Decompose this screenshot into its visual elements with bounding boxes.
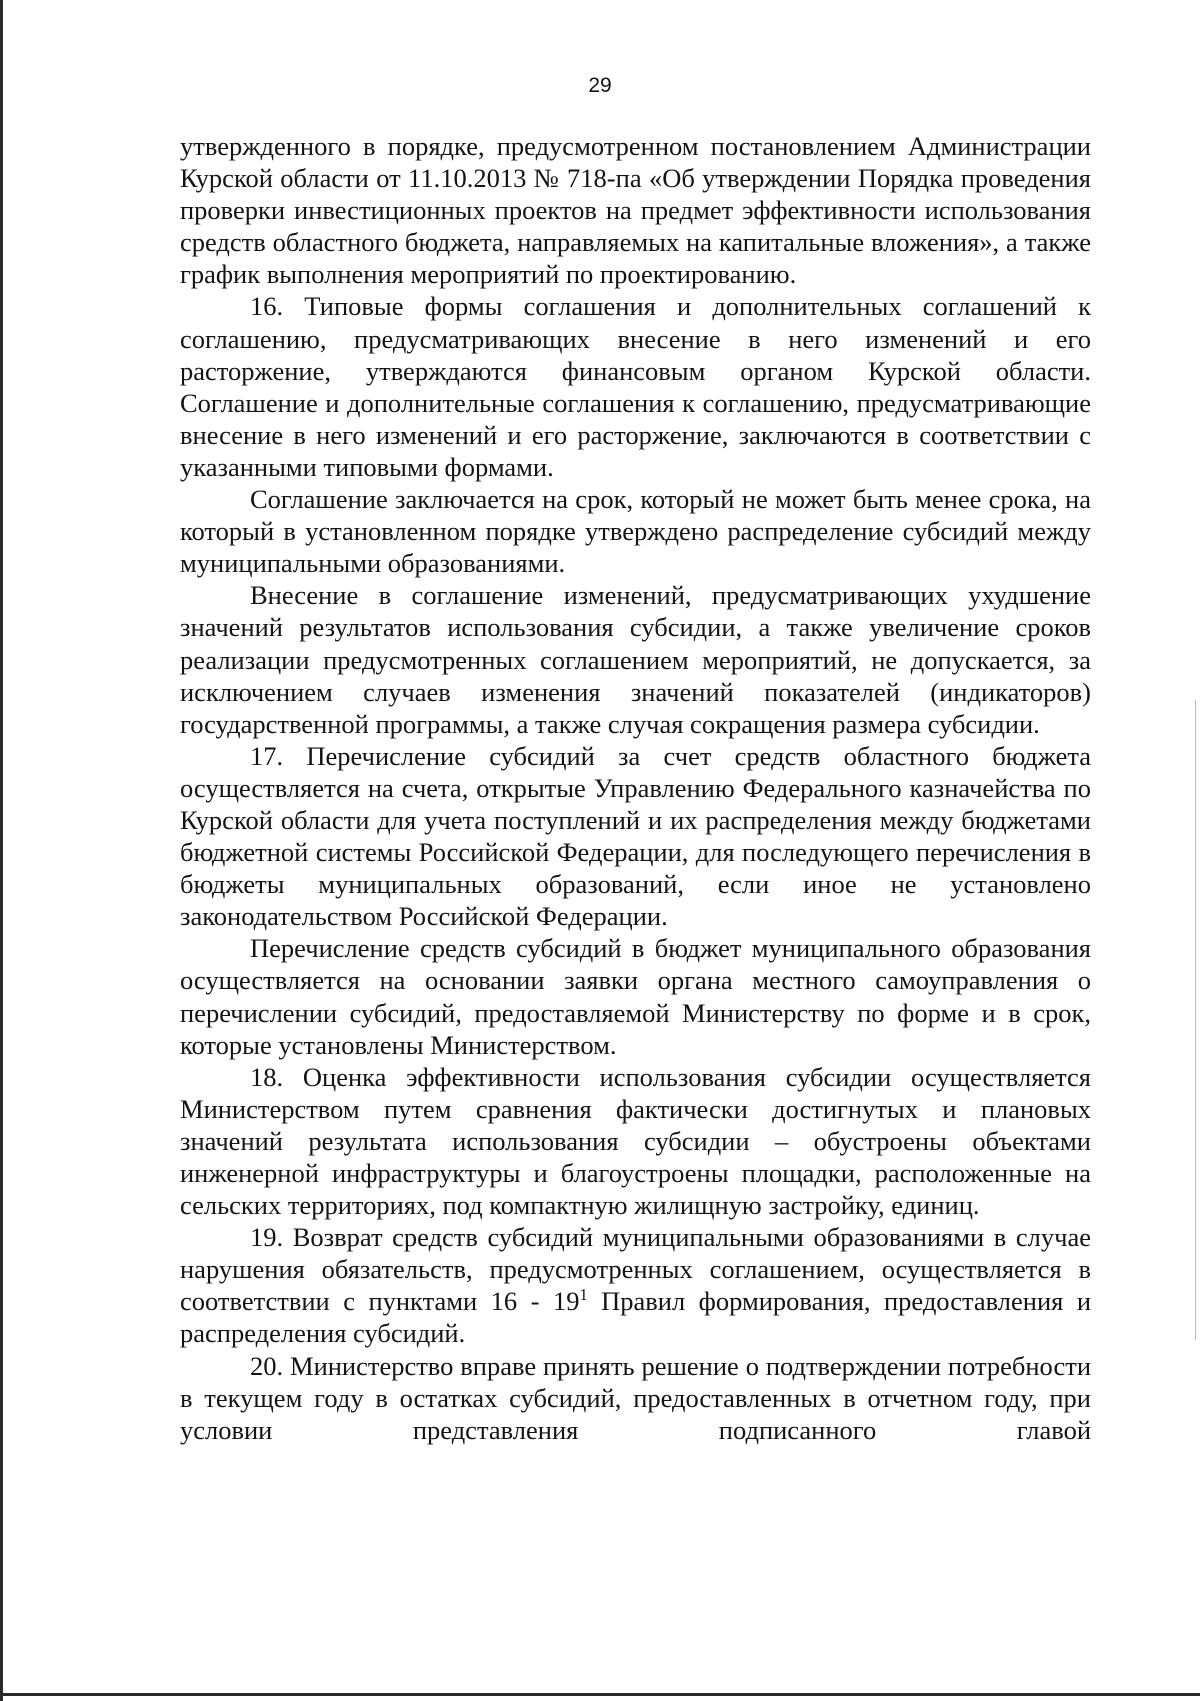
paragraph-item-20: 20. Министерство вправе принять решение о подтверждении потребности в текущем году в остатках субсидий, предоставленных в отчетном году, при условии представления подписанного главой: [180, 1350, 1091, 1445]
paragraph-item-19: [180, 1221, 1091, 1349]
paragraph-agreement-term: Соглашение заключается на срок, который не может быть менее срока, на который в установленном порядке утверждено распределение субсидий между муниципальными образованиями.: [180, 484, 1091, 579]
scan-bottom-edge: [0, 1693, 1200, 1696]
paragraph-agreement-changes: Внесение в соглашение изменений, предусматривающих ухудшение значений результатов использования субсидии, а также увеличение сроков реализации предусмотренных соглашением мероприятий, не допускается, за исключением случаев изменения значений показателей (индикаторов) государственной программы, а также случая сокращения размера субсидии.: [180, 580, 1091, 739]
paragraph-item-18: 18. Оценка эффективности использования субсидии осуществляется Министерством путем сравнения фактически достигнутых и плановых значений результата использования субсидии – обустроены объектами инженерной инфраструктуры и благоустроены площадки, расположенные на сельских территориях, под компактную жилищную застройку, единиц.: [180, 1061, 1091, 1221]
scan-right-edge: [1195, 700, 1196, 1340]
page-number: 29: [588, 74, 612, 97]
paragraph-item-19-text-before: 19. Возврат средств субсидий муниципальными образованиями в случае нарушения обязательств, предусмотренных соглашением, осуществляется в соответствии с пунктами 16 - 19: [180, 1222, 1091, 1317]
paragraph-item-17: 17. Перечисление субсидий за счет средств областного бюджета осуществляется на счета, открытые Управлению Федерального казначейства по Курской области для учета поступлений и их распределения между бюджетами бюджетной системы Российской Федерации, для последующего перечисления в бюджеты муниципальных образований, если иное не установлено законодательством Российской Федерации.: [180, 740, 1091, 932]
document-body: [180, 130, 1091, 1446]
superscript-mark: 1: [579, 1285, 588, 1305]
paragraph-transfer-request: Перечисление средств субсидий в бюджет муниципального образования осуществляется на основании заявки органа местного самоуправления о перечислении субсидий, предоставляемой Министерству по форме и в срок, которые установлены Министерством.: [180, 933, 1091, 1060]
paragraph-item-19-text-after: Правил формирования, предоставления и распределения субсидий.: [180, 1286, 1091, 1349]
paragraph-item-16: 16. Типовые формы соглашения и дополнительных соглашений к соглашению, предусматривающих внесение в него изменений и его расторжение, утверждаются финансовым органом Курской области. Соглашение и дополнительные соглашения к соглашению, предусматривающие внесение в него изменений и его расторжение, заключаются в соответствии с указанными типовыми формами.: [180, 291, 1091, 482]
scan-left-edge: [0, 0, 3, 1701]
paragraph-continuation: утвержденного в порядке, предусмотренном постановлением Администрации Курской области от 11.10.2013 № 718-па «Об утверждении Порядка проведения проверки инвестиционных проектов на предмет эффективности использования средств областного бюджета, направляемых на капитальные вложения», а также график выполнения мероприятий по проектированию.: [180, 131, 1091, 290]
